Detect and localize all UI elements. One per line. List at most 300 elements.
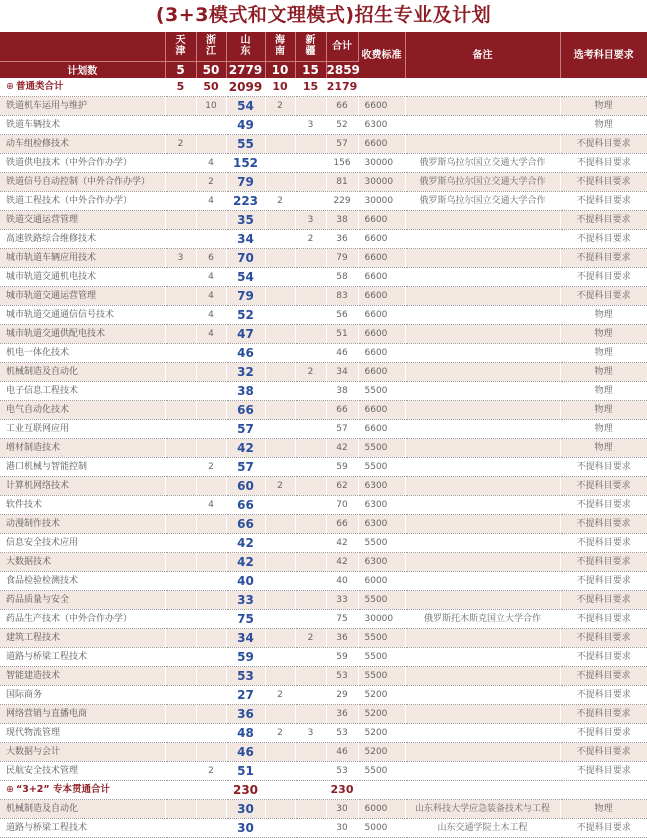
cell-xinjiang <box>295 686 326 705</box>
cell-tianjin <box>165 534 196 553</box>
cell-tianjin: 3 <box>165 249 196 268</box>
major-name: 药品生产技术（中外合作办学） <box>0 610 165 629</box>
header-requirement: 选考科目要求 <box>560 32 647 78</box>
cell-total: 30 <box>326 800 358 819</box>
cell-fee: 6300 <box>358 553 405 572</box>
cell-requirement: 不提科目要求 <box>560 686 647 705</box>
subtotal-xinjiang <box>295 781 326 800</box>
cell-tianjin <box>165 439 196 458</box>
table-row <box>0 648 647 667</box>
cell-total: 59 <box>326 648 358 667</box>
cell-zhejiang: 4 <box>196 192 226 211</box>
subtotal-tianjin: 5 <box>165 78 196 97</box>
cell-hainan <box>265 515 295 534</box>
cell-shandong: 49 <box>226 116 265 135</box>
cell-zhejiang <box>196 477 226 496</box>
cell-requirement: 不提科目要求 <box>560 477 647 496</box>
cell-zhejiang: 2 <box>196 762 226 781</box>
table-row <box>0 363 647 382</box>
cell-requirement: 物理 <box>560 439 647 458</box>
major-name: 城市轨道交通运营管理 <box>0 287 165 306</box>
cell-hainan <box>265 230 295 249</box>
cell-zhejiang <box>196 800 226 819</box>
cell-fee: 5500 <box>358 382 405 401</box>
cell-total: 66 <box>326 97 358 116</box>
cell-tianjin <box>165 800 196 819</box>
cell-hainan <box>265 249 295 268</box>
table-row <box>0 154 647 173</box>
cell-zhejiang <box>196 686 226 705</box>
cell-tianjin <box>165 287 196 306</box>
cell-xinjiang <box>295 591 326 610</box>
table-row <box>0 762 647 781</box>
cell-hainan <box>265 287 295 306</box>
cell-shandong: 59 <box>226 648 265 667</box>
cell-total: 79 <box>326 249 358 268</box>
subtotal-empty <box>560 78 647 97</box>
cell-hainan <box>265 154 295 173</box>
cell-tianjin <box>165 192 196 211</box>
cell-requirement: 不提科目要求 <box>560 135 647 154</box>
page-title: (3+3模式和文理模式)招生专业及计划 <box>155 4 492 26</box>
cell-shandong: 46 <box>226 743 265 762</box>
cell-tianjin <box>165 667 196 686</box>
cell-shandong: 42 <box>226 553 265 572</box>
cell-xinjiang: 2 <box>295 363 326 382</box>
cell-tianjin <box>165 344 196 363</box>
cell-total: 42 <box>326 439 358 458</box>
cell-zhejiang <box>196 382 226 401</box>
table-row <box>0 268 647 287</box>
table-row <box>0 97 647 116</box>
table-row <box>0 496 647 515</box>
cell-requirement: 不提科目要求 <box>560 724 647 743</box>
cell-xinjiang <box>295 420 326 439</box>
header-zhejiang: 浙 江 <box>196 32 226 61</box>
cell-requirement: 不提科目要求 <box>560 515 647 534</box>
major-name: 机电一体化技术 <box>0 344 165 363</box>
cell-hainan <box>265 610 295 629</box>
cell-shandong: 54 <box>226 97 265 116</box>
cell-fee: 5500 <box>358 591 405 610</box>
cell-note <box>405 705 560 724</box>
major-name: 城市轨道交通供配电技术 <box>0 325 165 344</box>
cell-hainan <box>265 572 295 591</box>
cell-fee: 6300 <box>358 515 405 534</box>
cell-fee: 6600 <box>358 268 405 287</box>
cell-shandong: 152 <box>226 154 265 173</box>
cell-total: 56 <box>326 306 358 325</box>
cell-total: 38 <box>326 211 358 230</box>
cell-shandong: 34 <box>226 230 265 249</box>
header-total: 合计 <box>326 32 358 61</box>
major-name: 国际商务 <box>0 686 165 705</box>
cell-fee: 6600 <box>358 135 405 154</box>
cell-note <box>405 591 560 610</box>
header-blank <box>0 32 165 61</box>
cell-tianjin <box>165 268 196 287</box>
cell-xinjiang: 3 <box>295 211 326 230</box>
cell-note <box>405 325 560 344</box>
cell-fee: 6300 <box>358 116 405 135</box>
cell-xinjiang <box>295 192 326 211</box>
table-row <box>0 382 647 401</box>
table-row <box>0 534 647 553</box>
cell-total: 53 <box>326 724 358 743</box>
cell-shandong: 79 <box>226 173 265 192</box>
subtotal-row[interactable] <box>0 78 647 97</box>
subtotal-zhejiang <box>196 781 226 800</box>
cell-xinjiang <box>295 762 326 781</box>
cell-hainan <box>265 496 295 515</box>
cell-total: 36 <box>326 629 358 648</box>
cell-shandong: 66 <box>226 515 265 534</box>
cell-hainan: 2 <box>265 97 295 116</box>
cell-hainan <box>265 762 295 781</box>
cell-xinjiang <box>295 515 326 534</box>
cell-xinjiang <box>295 648 326 667</box>
cell-xinjiang <box>295 743 326 762</box>
cell-note <box>405 515 560 534</box>
cell-hainan <box>265 211 295 230</box>
cell-fee: 6300 <box>358 477 405 496</box>
major-name: 增材制造技术 <box>0 439 165 458</box>
cell-shandong: 38 <box>226 382 265 401</box>
cell-zhejiang <box>196 572 226 591</box>
cell-zhejiang <box>196 591 226 610</box>
cell-note <box>405 97 560 116</box>
cell-requirement: 不提科目要求 <box>560 173 647 192</box>
cell-tianjin <box>165 325 196 344</box>
cell-fee: 30000 <box>358 192 405 211</box>
cell-hainan <box>265 401 295 420</box>
cell-note <box>405 344 560 363</box>
cell-requirement: 不提科目要求 <box>560 819 647 838</box>
cell-note: 山东交通学院土木工程 <box>405 819 560 838</box>
cell-tianjin <box>165 154 196 173</box>
table-row <box>0 515 647 534</box>
table-row <box>0 610 647 629</box>
major-name: 铁道车辆技术 <box>0 116 165 135</box>
cell-zhejiang <box>196 230 226 249</box>
cell-requirement: 物理 <box>560 800 647 819</box>
header-tianjin: 天 津 <box>165 32 196 61</box>
cell-zhejiang: 4 <box>196 287 226 306</box>
cell-requirement: 不提科目要求 <box>560 192 647 211</box>
cell-requirement: 不提科目要求 <box>560 553 647 572</box>
cell-hainan <box>265 173 295 192</box>
cell-xinjiang <box>295 477 326 496</box>
subtotal-shandong: 2099 <box>226 78 265 97</box>
cell-hainan <box>265 458 295 477</box>
major-name: 大数据技术 <box>0 553 165 572</box>
cell-hainan <box>265 306 295 325</box>
cell-total: 40 <box>326 572 358 591</box>
cell-requirement: 不提科目要求 <box>560 705 647 724</box>
major-name: 药品质量与安全 <box>0 591 165 610</box>
cell-xinjiang <box>295 553 326 572</box>
cell-requirement: 不提科目要求 <box>560 249 647 268</box>
subtotal-label <box>0 78 165 97</box>
cell-tianjin <box>165 610 196 629</box>
cell-total: 36 <box>326 705 358 724</box>
cell-total: 46 <box>326 743 358 762</box>
cell-shandong: 60 <box>226 477 265 496</box>
cell-total: 53 <box>326 667 358 686</box>
cell-tianjin <box>165 458 196 477</box>
cell-requirement: 物理 <box>560 97 647 116</box>
cell-tianjin <box>165 496 196 515</box>
cell-note: 俄罗斯乌拉尔国立交通大学合作 <box>405 154 560 173</box>
cell-tianjin <box>165 515 196 534</box>
cell-zhejiang <box>196 211 226 230</box>
cell-tianjin <box>165 363 196 382</box>
cell-zhejiang <box>196 363 226 382</box>
cell-requirement: 不提科目要求 <box>560 629 647 648</box>
cell-xinjiang <box>295 819 326 838</box>
cell-xinjiang <box>295 667 326 686</box>
table-row <box>0 553 647 572</box>
cell-shandong: 51 <box>226 762 265 781</box>
cell-zhejiang <box>196 553 226 572</box>
cell-xinjiang: 3 <box>295 116 326 135</box>
plan-hainan: 10 <box>265 61 295 78</box>
cell-xinjiang <box>295 382 326 401</box>
subtotal-tianjin <box>165 781 196 800</box>
cell-total: 57 <box>326 135 358 154</box>
major-name: 港口机械与智能控制 <box>0 458 165 477</box>
cell-hainan <box>265 819 295 838</box>
major-name: 民航安全技术管理 <box>0 762 165 781</box>
subtotal-empty <box>405 78 560 97</box>
table-header <box>0 32 647 78</box>
cell-fee: 5500 <box>358 534 405 553</box>
cell-tianjin <box>165 629 196 648</box>
cell-requirement: 物理 <box>560 116 647 135</box>
cell-xinjiang: 2 <box>295 629 326 648</box>
cell-hainan <box>265 667 295 686</box>
cell-xinjiang <box>295 610 326 629</box>
cell-requirement: 不提科目要求 <box>560 591 647 610</box>
cell-hainan <box>265 743 295 762</box>
enrollment-plan-table <box>0 32 647 838</box>
cell-zhejiang <box>196 724 226 743</box>
cell-fee: 6600 <box>358 325 405 344</box>
cell-hainan <box>265 800 295 819</box>
subtotal-label-text: 普通类合计 <box>15 81 64 92</box>
cell-fee: 5500 <box>358 648 405 667</box>
cell-hainan <box>265 705 295 724</box>
major-name: 食品检验检测技术 <box>0 572 165 591</box>
cell-note <box>405 724 560 743</box>
cell-zhejiang <box>196 743 226 762</box>
table-row <box>0 211 647 230</box>
cell-requirement: 不提科目要求 <box>560 211 647 230</box>
cell-fee: 30000 <box>358 173 405 192</box>
cell-hainan <box>265 553 295 572</box>
cell-total: 58 <box>326 268 358 287</box>
table-row <box>0 420 647 439</box>
cell-requirement: 不提科目要求 <box>560 648 647 667</box>
cell-tianjin <box>165 116 196 135</box>
cell-shandong: 53 <box>226 667 265 686</box>
cell-note <box>405 553 560 572</box>
cell-zhejiang: 6 <box>196 249 226 268</box>
cell-zhejiang: 4 <box>196 325 226 344</box>
cell-hainan <box>265 439 295 458</box>
table-row <box>0 800 647 819</box>
subtotal-empty <box>358 781 405 800</box>
cell-xinjiang <box>295 306 326 325</box>
expand-circle-plus-icon[interactable]: ⊕ <box>6 784 14 795</box>
cell-note: 俄罗斯托木斯克国立大学合作 <box>405 610 560 629</box>
table-row <box>0 116 647 135</box>
cell-requirement: 物理 <box>560 325 647 344</box>
cell-note: 俄罗斯乌拉尔国立交通大学合作 <box>405 173 560 192</box>
cell-requirement: 不提科目要求 <box>560 268 647 287</box>
cell-xinjiang <box>295 534 326 553</box>
table-row <box>0 819 647 838</box>
cell-requirement: 不提科目要求 <box>560 458 647 477</box>
major-name: 城市轨道车辆应用技术 <box>0 249 165 268</box>
cell-total: 75 <box>326 610 358 629</box>
cell-shandong: 34 <box>226 629 265 648</box>
major-name: 高速铁路综合维修技术 <box>0 230 165 249</box>
cell-note <box>405 211 560 230</box>
cell-xinjiang <box>295 135 326 154</box>
subtotal-hainan: 10 <box>265 78 295 97</box>
cell-zhejiang <box>196 344 226 363</box>
expand-circle-plus-icon[interactable]: ⊕ <box>6 81 14 92</box>
subtotal-xinjiang: 15 <box>295 78 326 97</box>
cell-shandong: 55 <box>226 135 265 154</box>
cell-note <box>405 572 560 591</box>
cell-note: 俄罗斯乌拉尔国立交通大学合作 <box>405 192 560 211</box>
cell-hainan: 2 <box>265 724 295 743</box>
subtotal-total: 2179 <box>326 78 358 97</box>
cell-tianjin <box>165 762 196 781</box>
cell-xinjiang <box>295 344 326 363</box>
cell-fee: 6000 <box>358 800 405 819</box>
subtotal-zhejiang: 50 <box>196 78 226 97</box>
cell-shandong: 79 <box>226 287 265 306</box>
cell-requirement: 不提科目要求 <box>560 572 647 591</box>
cell-note <box>405 743 560 762</box>
major-name: 铁道信号自动控制（中外合作办学） <box>0 173 165 192</box>
cell-zhejiang: 4 <box>196 306 226 325</box>
cell-note <box>405 363 560 382</box>
cell-zhejiang <box>196 667 226 686</box>
major-name: 工业互联网应用 <box>0 420 165 439</box>
cell-zhejiang: 4 <box>196 154 226 173</box>
cell-fee: 5500 <box>358 762 405 781</box>
subtotal-empty <box>405 781 560 800</box>
cell-hainan <box>265 382 295 401</box>
table-row <box>0 287 647 306</box>
cell-note <box>405 439 560 458</box>
cell-zhejiang <box>196 705 226 724</box>
table-row <box>0 192 647 211</box>
table-row <box>0 686 647 705</box>
cell-note <box>405 287 560 306</box>
cell-note <box>405 306 560 325</box>
cell-shandong: 47 <box>226 325 265 344</box>
cell-total: 30 <box>326 819 358 838</box>
cell-zhejiang <box>196 439 226 458</box>
cell-tianjin <box>165 553 196 572</box>
cell-shandong: 27 <box>226 686 265 705</box>
cell-requirement: 物理 <box>560 401 647 420</box>
cell-hainan <box>265 629 295 648</box>
cell-tianjin <box>165 211 196 230</box>
cell-zhejiang <box>196 135 226 154</box>
cell-fee: 6600 <box>358 401 405 420</box>
table-row <box>0 344 647 363</box>
cell-hainan: 2 <box>265 477 295 496</box>
cell-zhejiang <box>196 610 226 629</box>
cell-requirement: 物理 <box>560 306 647 325</box>
cell-total: 62 <box>326 477 358 496</box>
cell-total: 42 <box>326 553 358 572</box>
cell-xinjiang <box>295 287 326 306</box>
cell-fee: 5200 <box>358 724 405 743</box>
cell-zhejiang <box>196 819 226 838</box>
subtotal-total: 230 <box>326 781 358 800</box>
cell-note <box>405 135 560 154</box>
major-name: 铁道交通运营管理 <box>0 211 165 230</box>
plan-total: 2859 <box>326 62 360 77</box>
cell-note <box>405 496 560 515</box>
cell-xinjiang: 2 <box>295 230 326 249</box>
cell-total: 66 <box>326 515 358 534</box>
cell-zhejiang <box>196 534 226 553</box>
table-body <box>0 78 647 838</box>
cell-shandong: 35 <box>226 211 265 230</box>
subtotal-shandong: 230 <box>226 781 265 800</box>
major-name: 道路与桥梁工程技术 <box>0 648 165 667</box>
table-row <box>0 629 647 648</box>
plan-zhejiang: 50 <box>196 61 226 78</box>
major-name: 建筑工程技术 <box>0 629 165 648</box>
cell-total: 38 <box>326 382 358 401</box>
cell-total: 34 <box>326 363 358 382</box>
cell-fee: 5200 <box>358 743 405 762</box>
cell-fee: 6600 <box>358 230 405 249</box>
cell-zhejiang <box>196 648 226 667</box>
major-name: 机械制造及自动化 <box>0 800 165 819</box>
cell-requirement: 物理 <box>560 363 647 382</box>
cell-tianjin <box>165 173 196 192</box>
table-row <box>0 705 647 724</box>
cell-xinjiang <box>295 97 326 116</box>
cell-shandong: 46 <box>226 344 265 363</box>
cell-xinjiang <box>295 154 326 173</box>
cell-total: 59 <box>326 458 358 477</box>
cell-fee: 5000 <box>358 819 405 838</box>
table-row <box>0 306 647 325</box>
major-name: 大数据与会计 <box>0 743 165 762</box>
cell-hainan: 2 <box>265 686 295 705</box>
cell-xinjiang <box>295 496 326 515</box>
cell-shandong: 223 <box>226 192 265 211</box>
cell-total: 29 <box>326 686 358 705</box>
cell-fee: 6600 <box>358 287 405 306</box>
cell-xinjiang: 3 <box>295 724 326 743</box>
cell-xinjiang <box>295 572 326 591</box>
cell-requirement: 不提科目要求 <box>560 230 647 249</box>
subtotal-row[interactable] <box>0 781 647 800</box>
table-row <box>0 572 647 591</box>
